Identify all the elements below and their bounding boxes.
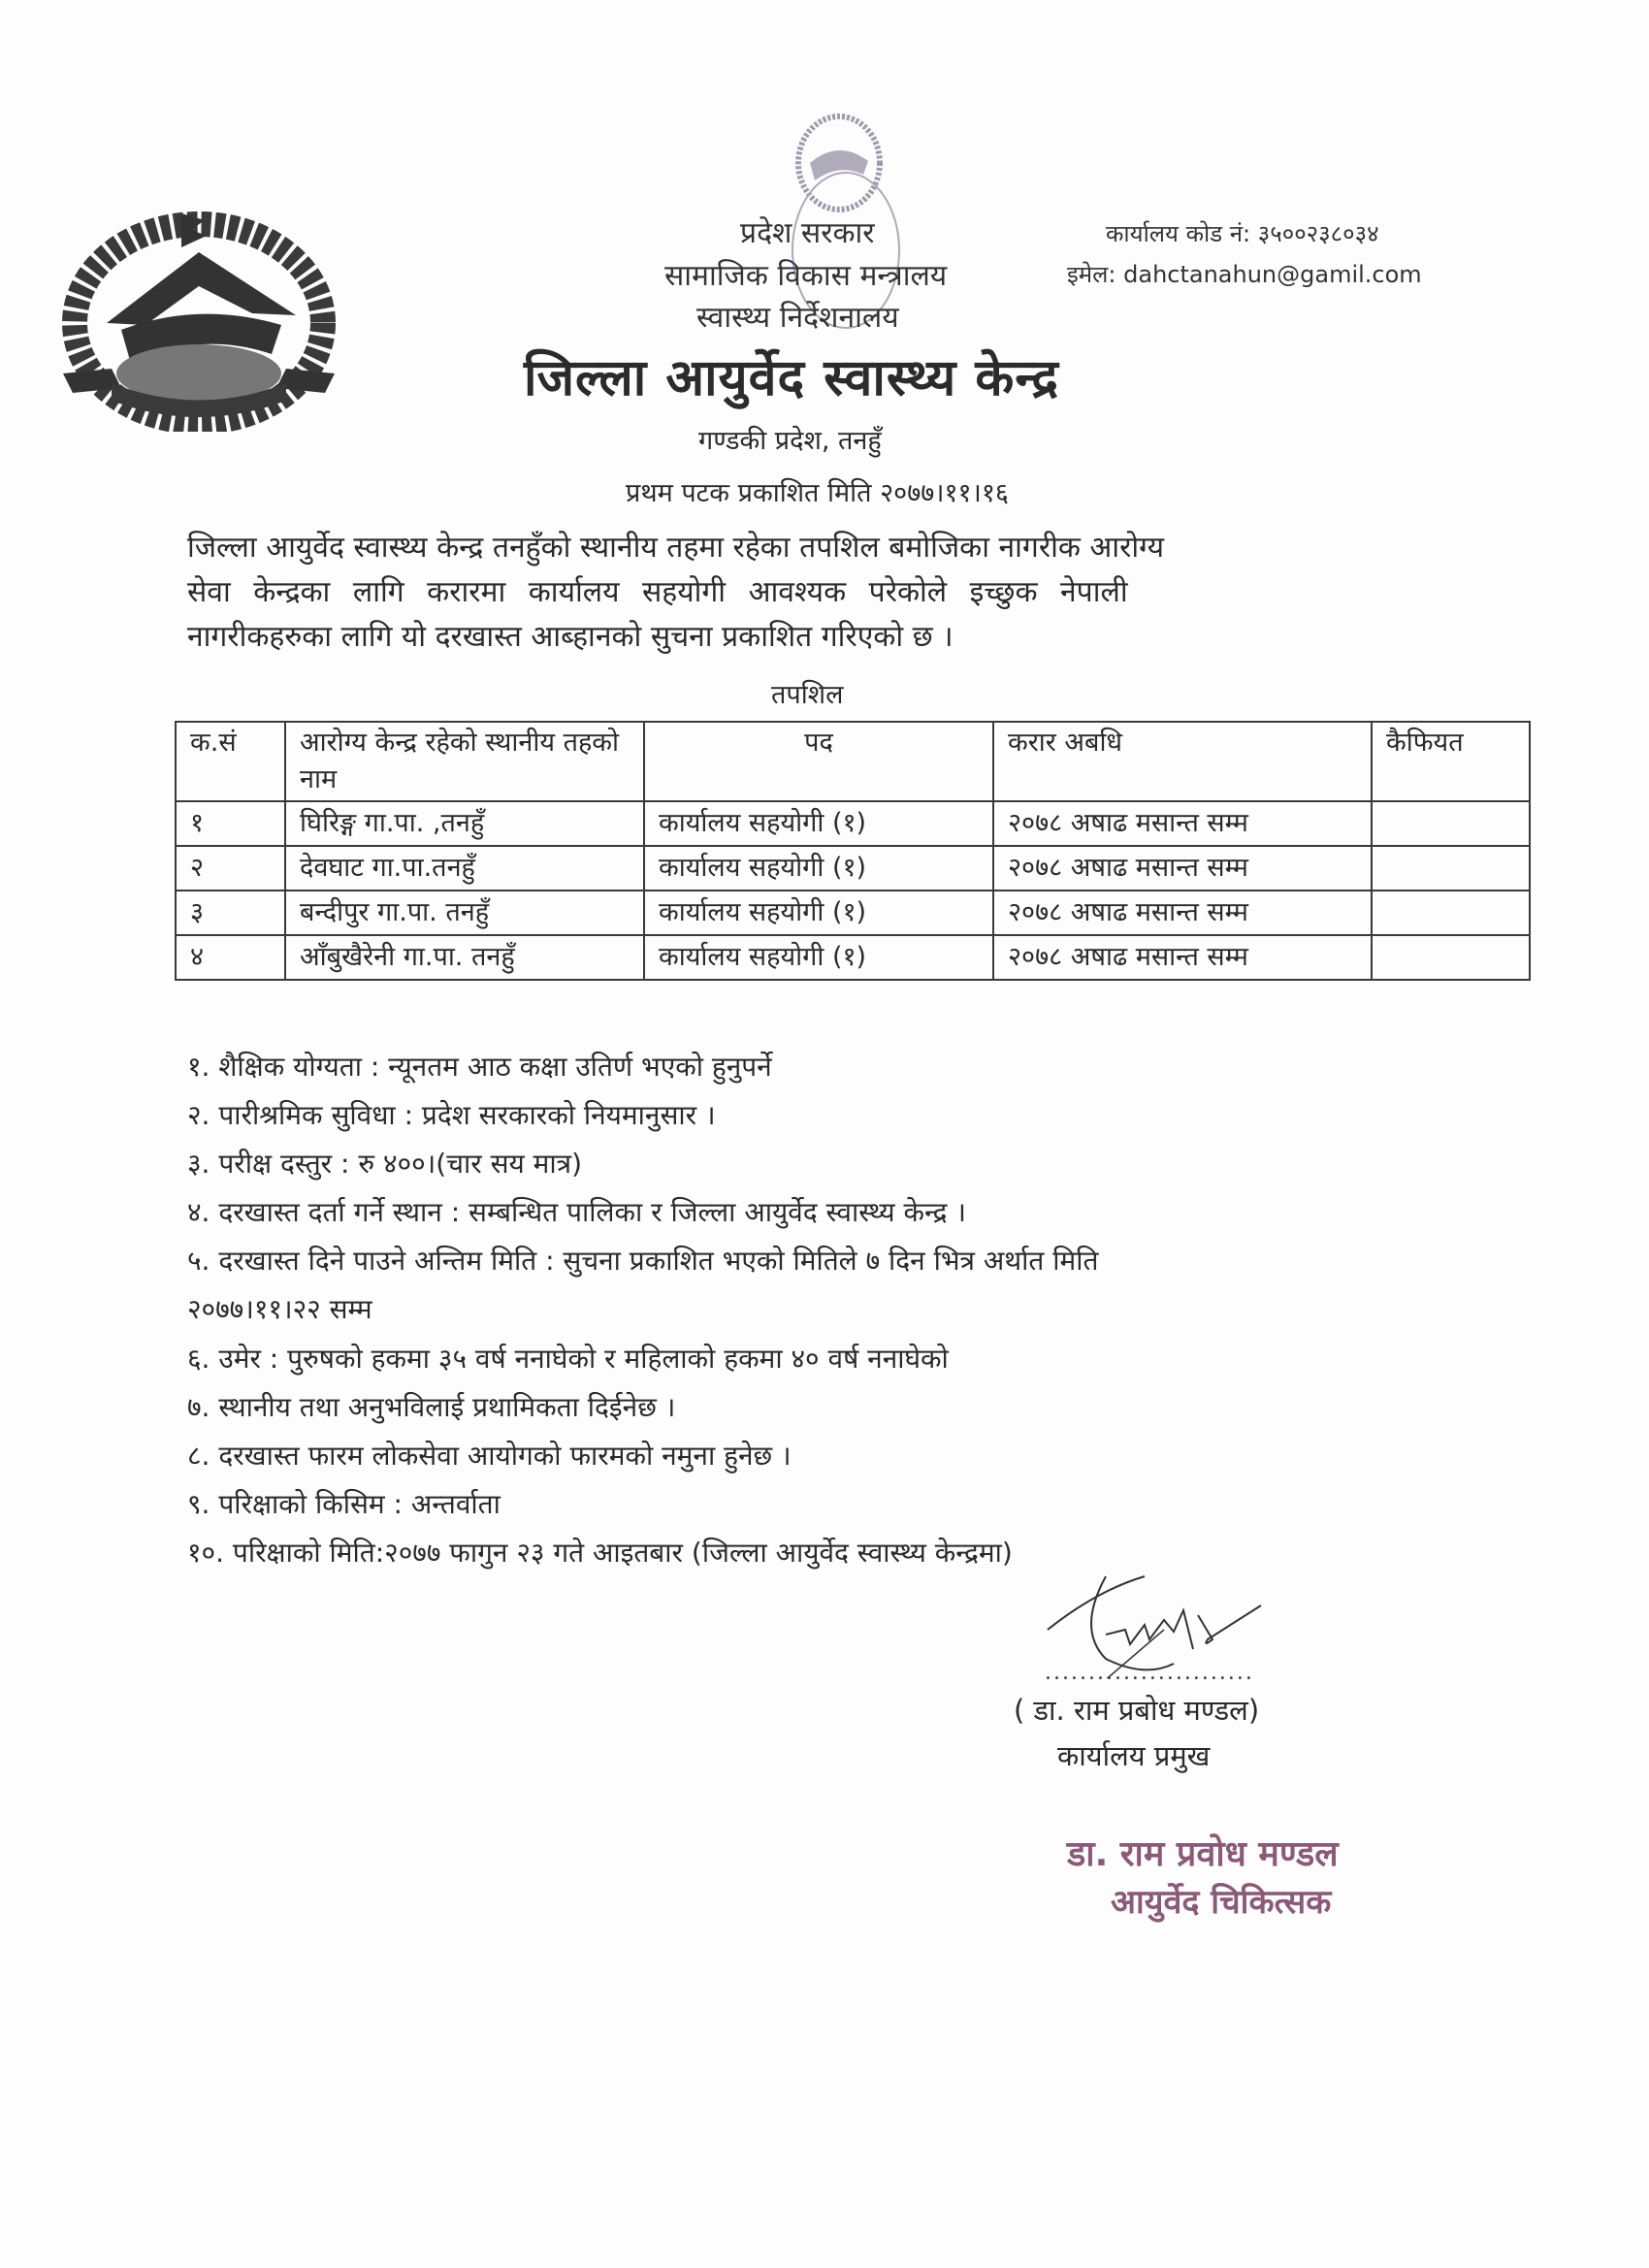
header-position: पद [644, 722, 993, 801]
cell-position: कार्यालय सहयोगी (१) [644, 891, 993, 935]
stamp-name: डा. राम प्रवोध मण्डल [1067, 1834, 1339, 1874]
cell-remarks [1372, 935, 1530, 980]
condition-item: १. शैक्षिक योग्यता : न्यूनतम आठ कक्षा उतिर्ण भएको हुनुपर्ने [187, 1051, 772, 1083]
condition-item: ३. परीक्ष दस्तुर : रु ४००।(चार सय मात्र) [187, 1148, 583, 1180]
notice-line: सेवा केन्द्रका लागि करारमा कार्यालय सहयोगी आवश्यक परेकोले इच्छुक नेपाली [187, 575, 1128, 609]
table-row [176, 846, 1530, 891]
nepal-emblem-icon [53, 209, 344, 432]
condition-item: ५. दरखास्त दिने पाउने अन्तिम मिति : सुचना प्रकाशित भएको मितिले ७ दिन भित्र अर्थात मिति [187, 1245, 1099, 1277]
name-stamp [1067, 1829, 1339, 1923]
condition-item: १०. परिक्षाको मिति:२०७७ फागुन २३ गते आइतबार (जिल्ला आयुर्वेद स्वास्थ्य केन्द्रमा) [187, 1537, 1013, 1569]
signer-name: ( डा. राम प्रबोध मण्डल) [1014, 1694, 1260, 1727]
header-local-level: आरोग्य केन्द्र रहेको स्थानीय तहको नाम [285, 722, 644, 801]
notice-line: नागरीकहरुका लागि यो दरखास्त आब्हानको सुचना प्रकाशित गरिएको छ । [187, 620, 954, 654]
cell-remarks [1372, 846, 1530, 891]
table-row [176, 801, 1530, 846]
office-code: कार्यालय कोड नं: ३५००२३८०३४ [1106, 220, 1379, 247]
condition-item: ६. उमेर : पुरुषको हकमा ३५ वर्ष ननाघेको र महिलाको हकमा ४० वर्ष ननाघेको [187, 1343, 949, 1375]
cell-position: कार्यालय सहयोगी (१) [644, 801, 993, 846]
cell-position: कार्यालय सहयोगी (१) [644, 935, 993, 980]
cell-contract-period: २०७८ अषाढ मसान्त सम्म [993, 891, 1372, 935]
cell-serial: २ [176, 846, 285, 891]
vacancy-table [175, 721, 1531, 981]
office-location: गण्डकी प्रदेश, तनहुँ [698, 426, 882, 456]
signer-designation: कार्यालय प्रमुख [1057, 1739, 1211, 1772]
condition-item: ७. स्थानीय तथा अनुभविलाई प्रथामिकता दिईनेछ । [187, 1391, 676, 1423]
table-row [176, 935, 1530, 980]
cell-position: कार्यालय सहयोगी (१) [644, 846, 993, 891]
letterhead-government: प्रदेश सरकार [740, 216, 875, 250]
table-caption: तपशिल [771, 680, 844, 710]
cell-local-level: आँबुखैरेनी गा.पा. तनहुँ [285, 935, 644, 980]
condition-item: ९. परिक्षाको किसिम : अन्तर्वाता [187, 1488, 501, 1520]
table-row [176, 891, 1530, 935]
condition-item-continued: २०७७।११।२२ सम्म [187, 1293, 372, 1325]
letterhead-ministry: सामाजिक विकास मन्त्रालय [664, 259, 948, 293]
cell-local-level: देवघाट गा.पा.तनहुँ [285, 846, 644, 891]
signature-line: ........................ [1045, 1661, 1254, 1685]
table-header-row [176, 722, 1530, 801]
page-title: जिल्ला आयुर्वेद स्वास्थ्य केन्द्र [524, 349, 1060, 407]
emblem-graphic [53, 209, 344, 432]
condition-item: ८. दरखास्त फारम लोकसेवा आयोगको फारमको नमुना हुनेछ । [187, 1440, 792, 1472]
cell-serial: १ [176, 801, 285, 846]
cell-contract-period: २०७८ अषाढ मसान्त सम्म [993, 846, 1372, 891]
condition-item: ४. दरखास्त दर्ता गर्ने स्थान : सम्बन्धित पालिका र जिल्ला आयुर्वेद स्वास्थ्य केन्द्र । [187, 1196, 967, 1228]
letterhead-directorate: स्वास्थ्य निर्देशनालय [696, 301, 899, 335]
header-remarks: कैफियत [1372, 722, 1530, 801]
header-serial: क.सं [176, 722, 285, 801]
cell-serial: ४ [176, 935, 285, 980]
cell-local-level: बन्दीपुर गा.पा. तनहुँ [285, 891, 644, 935]
stamp-designation: आयुर्वेद चिकित्सक [1111, 1883, 1332, 1922]
cell-contract-period: २०७८ अषाढ मसान्त सम्म [993, 935, 1372, 980]
cell-remarks [1372, 801, 1530, 846]
notice-line: जिल्ला आयुर्वेद स्वास्थ्य केन्द्र तनहुँको स्थानीय तहमा रहेका तपशिल बमोजिका नागरीक आरोग्य [187, 531, 1164, 565]
office-email: इमेल: dahctanahun@gamil.com [1067, 261, 1422, 288]
cell-serial: ३ [176, 891, 285, 935]
cell-contract-period: २०७८ अषाढ मसान्त सम्म [993, 801, 1372, 846]
cell-local-level: घिरिङ्ग गा.पा. ,तनहुँ [285, 801, 644, 846]
cell-remarks [1372, 891, 1530, 935]
published-date: प्रथम पटक प्रकाशित मिति २०७७।११।१६ [626, 478, 1009, 508]
condition-item: २. पारीश्रमिक सुविधा : प्रदेश सरकारको नियमानुसार । [187, 1099, 716, 1131]
header-contract-period: करार अबधि [993, 722, 1372, 801]
